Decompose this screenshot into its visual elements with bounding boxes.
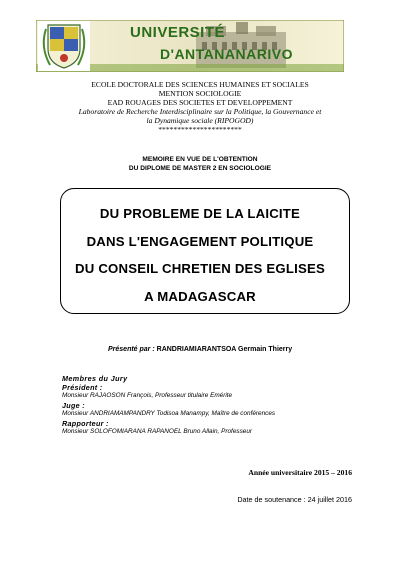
- lab-line1: Laboratoire de Recherche Interdisciplinaire sur la Politique, la Gouvernance et: [78, 107, 322, 116]
- role-judge: Juge :: [62, 401, 85, 410]
- university-name-line1: UNIVERSITÉ: [130, 24, 226, 41]
- doctoral-school: ECOLE DOCTORALE DES SCIENCES HUMAINES ET SOCIALES: [91, 80, 309, 89]
- university-seal-icon: [38, 21, 90, 71]
- member-judge: Monsieur ANDRIAMAMPANDRY Todisoa Manampy, Maître de conférences: [62, 410, 276, 417]
- title-line-3: DU CONSEIL CHRETIEN DES EGLISES: [75, 261, 325, 276]
- lab-line2: la Dynamique sociale (RIPOGOD): [146, 116, 254, 125]
- university-name-line2: D'ANTANANARIVO: [160, 46, 293, 62]
- ead: EAD ROUAGES DES SOCIETES ET DEVELOPPEMENT: [107, 98, 293, 107]
- memoire-line2: DU DIPLOME DE MASTER 2 EN SOCIOLOGIE: [128, 165, 272, 172]
- mention: MENTION SOCIOLOGIE: [158, 89, 242, 98]
- title-line-4: A MADAGASCAR: [144, 289, 256, 304]
- member-rapporteur: Monsieur SOLOFOMIARANA RAPANOEL Bruno Allain, Professeur: [62, 428, 253, 435]
- defense-date: Date de soutenance : 24 juillet 2016: [237, 495, 352, 504]
- member-president: Monsieur RAJAOSON François, Professeur titulaire Emérite: [62, 392, 233, 399]
- star-separator: **********************: [158, 125, 242, 134]
- presented-label: Présenté par :: [108, 346, 155, 353]
- presented-by: [108, 346, 292, 353]
- title-line-2: DANS L'ENGAGEMENT POLITIQUE: [86, 234, 314, 249]
- role-president: Président :: [62, 383, 103, 392]
- jury-title: Membres du Jury: [62, 374, 128, 383]
- role-rapporteur: Rapporteur :: [62, 419, 109, 428]
- title-line-1: DU PROBLEME DE LA LAICITE: [99, 206, 301, 221]
- memoire-line1: MEMOIRE EN VUE DE L'OBTENTION: [142, 156, 258, 163]
- academic-year: Année universitaire 2015 – 2016: [248, 468, 352, 477]
- author-name: RANDRIAMIARANTSOA Germain Thierry: [156, 346, 293, 353]
